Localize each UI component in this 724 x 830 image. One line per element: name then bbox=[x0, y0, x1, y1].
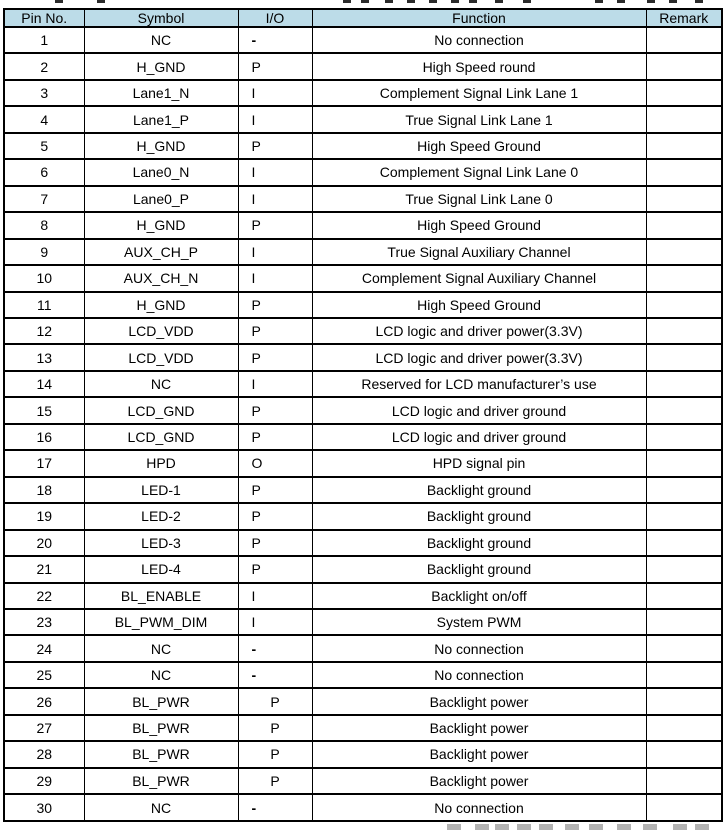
cell-function: No connection bbox=[312, 635, 646, 661]
cell-pin-no: 1 bbox=[4, 27, 84, 53]
table-row bbox=[4, 159, 722, 185]
cell-io: I bbox=[238, 159, 312, 185]
col-header-function: Function bbox=[312, 9, 646, 27]
cell-remark bbox=[646, 265, 722, 291]
cell-io: P bbox=[238, 53, 312, 79]
cell-symbol: LED-2 bbox=[84, 503, 238, 529]
cell-symbol: NC bbox=[84, 794, 238, 821]
table-row bbox=[4, 794, 722, 821]
cell-io: P bbox=[238, 424, 312, 450]
cell-io: - bbox=[238, 635, 312, 661]
cell-pin-no: 14 bbox=[4, 371, 84, 397]
table-row bbox=[4, 186, 722, 212]
cell-remark bbox=[646, 186, 722, 212]
cell-remark bbox=[646, 318, 722, 344]
cell-symbol: BL_ENABLE bbox=[84, 583, 238, 609]
cell-function: LCD logic and driver ground bbox=[312, 424, 646, 450]
cell-function: LCD logic and driver power(3.3V) bbox=[312, 318, 646, 344]
cell-function: High Speed Ground bbox=[312, 212, 646, 238]
cell-function: High Speed Ground bbox=[312, 133, 646, 159]
cell-symbol: AUX_CH_P bbox=[84, 239, 238, 265]
cell-remark bbox=[646, 635, 722, 661]
cell-remark bbox=[646, 212, 722, 238]
cell-symbol: LCD_GND bbox=[84, 397, 238, 423]
cell-io: P bbox=[238, 477, 312, 503]
table-row bbox=[4, 80, 722, 106]
cell-remark bbox=[646, 556, 722, 582]
cell-remark bbox=[646, 239, 722, 265]
col-header-symbol: Symbol bbox=[84, 9, 238, 27]
cell-io: P bbox=[238, 530, 312, 556]
table-row bbox=[4, 27, 722, 53]
cell-pin-no: 23 bbox=[4, 609, 84, 635]
clipped-text-bottom-fragment bbox=[447, 824, 461, 830]
cell-function: Reserved for LCD manufacturer’s use bbox=[312, 371, 646, 397]
col-header-remark: Remark bbox=[646, 9, 722, 27]
cell-symbol: NC bbox=[84, 27, 238, 53]
cell-remark bbox=[646, 768, 722, 794]
table-row bbox=[4, 239, 722, 265]
cell-function: HPD signal pin bbox=[312, 450, 646, 476]
cell-function: High Speed Ground bbox=[312, 292, 646, 318]
cell-remark bbox=[646, 292, 722, 318]
cell-remark bbox=[646, 53, 722, 79]
cell-function: No connection bbox=[312, 27, 646, 53]
cell-remark bbox=[646, 503, 722, 529]
cell-io: P bbox=[238, 318, 312, 344]
header-row bbox=[4, 9, 722, 27]
cell-pin-no: 21 bbox=[4, 556, 84, 582]
cell-pin-no: 11 bbox=[4, 292, 84, 318]
cell-remark bbox=[646, 688, 722, 714]
cell-symbol: AUX_CH_N bbox=[84, 265, 238, 291]
cell-symbol: BL_PWM_DIM bbox=[84, 609, 238, 635]
cell-remark bbox=[646, 794, 722, 821]
cell-pin-no: 5 bbox=[4, 133, 84, 159]
cell-io: P bbox=[238, 344, 312, 370]
cell-symbol: LED-4 bbox=[84, 556, 238, 582]
cell-io: P bbox=[238, 688, 312, 714]
cell-io: P bbox=[238, 397, 312, 423]
cell-io: - bbox=[238, 794, 312, 821]
table-row bbox=[4, 715, 722, 741]
cell-symbol: LED-1 bbox=[84, 477, 238, 503]
cell-symbol: BL_PWR bbox=[84, 715, 238, 741]
cell-io: P bbox=[238, 503, 312, 529]
cell-io: - bbox=[238, 27, 312, 53]
table-row bbox=[4, 424, 722, 450]
pin-assignment-table bbox=[3, 8, 723, 822]
cell-symbol: NC bbox=[84, 635, 238, 661]
cell-pin-no: 22 bbox=[4, 583, 84, 609]
table-row bbox=[4, 371, 722, 397]
table-row bbox=[4, 265, 722, 291]
col-header-pin-no: Pin No. bbox=[4, 9, 84, 27]
cell-io: P bbox=[238, 133, 312, 159]
table-row bbox=[4, 530, 722, 556]
clipped-text-top-fragment bbox=[55, 0, 63, 3]
cell-io: O bbox=[238, 450, 312, 476]
cell-function: Complement Signal Link Lane 1 bbox=[312, 80, 646, 106]
table-row bbox=[4, 741, 722, 767]
cell-function: Backlight power bbox=[312, 688, 646, 714]
cell-pin-no: 10 bbox=[4, 265, 84, 291]
cell-io: I bbox=[238, 80, 312, 106]
cell-function: True Signal Link Lane 0 bbox=[312, 186, 646, 212]
cell-remark bbox=[646, 715, 722, 741]
table-row bbox=[4, 318, 722, 344]
cell-pin-no: 13 bbox=[4, 344, 84, 370]
cell-symbol: LCD_VDD bbox=[84, 344, 238, 370]
cell-io: I bbox=[238, 239, 312, 265]
table-row bbox=[4, 583, 722, 609]
cell-io: P bbox=[238, 556, 312, 582]
cell-function: LCD logic and driver ground bbox=[312, 397, 646, 423]
cell-io: P bbox=[238, 741, 312, 767]
cell-remark bbox=[646, 450, 722, 476]
cell-pin-no: 25 bbox=[4, 662, 84, 688]
cell-pin-no: 4 bbox=[4, 106, 84, 132]
cell-pin-no: 7 bbox=[4, 186, 84, 212]
cell-io: I bbox=[238, 609, 312, 635]
cell-io: P bbox=[238, 768, 312, 794]
cell-symbol: Lane1_P bbox=[84, 106, 238, 132]
cell-io: - bbox=[238, 662, 312, 688]
cell-pin-no: 30 bbox=[4, 794, 84, 821]
cell-symbol: LED-3 bbox=[84, 530, 238, 556]
cell-pin-no: 2 bbox=[4, 53, 84, 79]
cell-remark bbox=[646, 741, 722, 767]
cell-symbol: NC bbox=[84, 662, 238, 688]
cell-symbol: HPD bbox=[84, 450, 238, 476]
cell-function: Complement Signal Link Lane 0 bbox=[312, 159, 646, 185]
cell-symbol: LCD_VDD bbox=[84, 318, 238, 344]
cell-pin-no: 24 bbox=[4, 635, 84, 661]
cell-pin-no: 28 bbox=[4, 741, 84, 767]
cell-symbol: Lane0_N bbox=[84, 159, 238, 185]
table-row bbox=[4, 53, 722, 79]
cell-symbol: BL_PWR bbox=[84, 688, 238, 714]
cell-function: Backlight on/off bbox=[312, 583, 646, 609]
table-row bbox=[4, 344, 722, 370]
cell-symbol: H_GND bbox=[84, 292, 238, 318]
cell-pin-no: 3 bbox=[4, 80, 84, 106]
cell-pin-no: 16 bbox=[4, 424, 84, 450]
cell-io: I bbox=[238, 106, 312, 132]
cell-remark bbox=[646, 530, 722, 556]
cell-io: I bbox=[238, 265, 312, 291]
cell-function: Backlight ground bbox=[312, 556, 646, 582]
cell-io: P bbox=[238, 715, 312, 741]
cell-function: No connection bbox=[312, 794, 646, 821]
cell-function: Backlight power bbox=[312, 741, 646, 767]
table-row bbox=[4, 609, 722, 635]
cell-pin-no: 15 bbox=[4, 397, 84, 423]
cell-function: Complement Signal Auxiliary Channel bbox=[312, 265, 646, 291]
cell-io: I bbox=[238, 186, 312, 212]
cell-io: P bbox=[238, 212, 312, 238]
cell-symbol: BL_PWR bbox=[84, 741, 238, 767]
table-row bbox=[4, 397, 722, 423]
cell-remark bbox=[646, 106, 722, 132]
cell-symbol: H_GND bbox=[84, 53, 238, 79]
table-row bbox=[4, 450, 722, 476]
cell-function: Backlight ground bbox=[312, 503, 646, 529]
cell-remark bbox=[646, 159, 722, 185]
cell-pin-no: 29 bbox=[4, 768, 84, 794]
cell-pin-no: 6 bbox=[4, 159, 84, 185]
cell-symbol: Lane0_P bbox=[84, 186, 238, 212]
cell-pin-no: 9 bbox=[4, 239, 84, 265]
cell-io: I bbox=[238, 583, 312, 609]
cell-function: No connection bbox=[312, 662, 646, 688]
cell-pin-no: 12 bbox=[4, 318, 84, 344]
cell-symbol: H_GND bbox=[84, 212, 238, 238]
cell-io: P bbox=[238, 292, 312, 318]
cell-pin-no: 27 bbox=[4, 715, 84, 741]
cell-symbol: NC bbox=[84, 371, 238, 397]
cell-symbol: H_GND bbox=[84, 133, 238, 159]
cell-remark bbox=[646, 371, 722, 397]
table-row bbox=[4, 477, 722, 503]
cell-remark bbox=[646, 662, 722, 688]
cell-remark bbox=[646, 397, 722, 423]
cell-symbol: LCD_GND bbox=[84, 424, 238, 450]
table-row bbox=[4, 503, 722, 529]
col-header-io: I/O bbox=[238, 9, 312, 27]
cell-function: Backlight ground bbox=[312, 477, 646, 503]
table-row bbox=[4, 688, 722, 714]
cell-remark bbox=[646, 344, 722, 370]
cell-remark bbox=[646, 133, 722, 159]
cell-remark bbox=[646, 27, 722, 53]
table-row bbox=[4, 662, 722, 688]
cell-remark bbox=[646, 609, 722, 635]
cell-function: LCD logic and driver power(3.3V) bbox=[312, 344, 646, 370]
table-row bbox=[4, 292, 722, 318]
cell-symbol: Lane1_N bbox=[84, 80, 238, 106]
cell-function: Backlight power bbox=[312, 768, 646, 794]
table-row bbox=[4, 106, 722, 132]
table-row bbox=[4, 768, 722, 794]
cell-io: I bbox=[238, 371, 312, 397]
table-row bbox=[4, 556, 722, 582]
cell-pin-no: 19 bbox=[4, 503, 84, 529]
cell-pin-no: 18 bbox=[4, 477, 84, 503]
cell-function: Backlight power bbox=[312, 715, 646, 741]
cell-function: Backlight ground bbox=[312, 530, 646, 556]
cell-function: High Speed round bbox=[312, 53, 646, 79]
cell-pin-no: 20 bbox=[4, 530, 84, 556]
cell-function: True Signal Link Lane 1 bbox=[312, 106, 646, 132]
cell-function: True Signal Auxiliary Channel bbox=[312, 239, 646, 265]
cell-remark bbox=[646, 583, 722, 609]
table-row bbox=[4, 212, 722, 238]
cell-function: System PWM bbox=[312, 609, 646, 635]
table-row bbox=[4, 635, 722, 661]
cell-pin-no: 8 bbox=[4, 212, 84, 238]
table-row bbox=[4, 133, 722, 159]
cell-pin-no: 17 bbox=[4, 450, 84, 476]
cell-pin-no: 26 bbox=[4, 688, 84, 714]
cell-symbol: BL_PWR bbox=[84, 768, 238, 794]
cell-remark bbox=[646, 424, 722, 450]
cell-remark bbox=[646, 80, 722, 106]
cell-remark bbox=[646, 477, 722, 503]
